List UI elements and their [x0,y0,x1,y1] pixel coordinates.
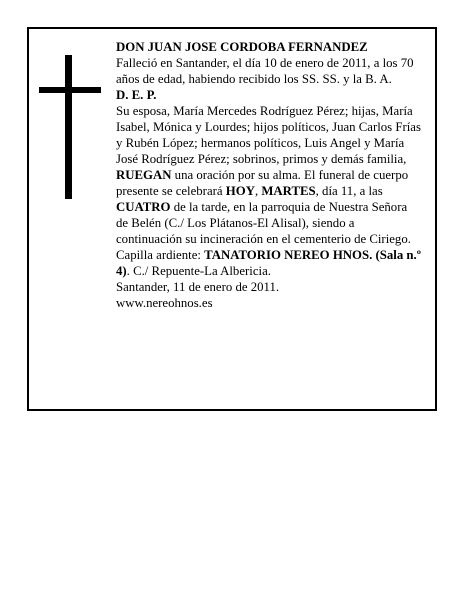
deceased-name: DON JUAN JOSE CORDOBA FERNANDEZ [116,40,368,54]
family-list: Su esposa, María Mercedes Rodríguez Pérez; hijas, María Isabel, Mónica y Lourdes; hijos políticos, Juan Carlos Frías y Rubén López; hermanos políticos, Luis Angel y María José Rodríguez Pérez; sobrinos, primos y demás familia, [116,104,421,166]
notice-text-block [116,39,422,311]
request-text-3: , día 11, a las [315,184,383,198]
martes-word: MARTES [261,184,316,198]
ruegan-word: RUEGAN [116,168,172,182]
cross-horizontal-bar [39,87,101,93]
cross-icon [39,55,101,199]
cross-vertical-bar [65,55,72,199]
hoy-word: HOY [225,184,255,198]
dep-abbreviation: D. E. P. [116,88,157,102]
obituary-notice [27,27,437,411]
request-text-2: , [254,184,262,198]
death-info: Falleció en Santander, el día 10 de enero de 2011, a los 70 años de edad, habiendo recibido los SS. SS. y la B. A. [116,56,414,86]
website-text: www.nereohnos.es [116,296,213,310]
tanatorio-name: TANATORIO NEREO HNOS. (Sala n.º 4) [116,248,421,278]
place-date: Santander, 11 de enero de 2011. [116,280,280,294]
cuatro-word: CUATRO [116,200,171,214]
request-text-5: . C./ Repuente-La Albericia. [126,264,271,278]
funeral-request [116,167,422,279]
request-text-4: de la tarde, en la parroquia de Nuestra Señora de Belén (C./ Los Plátanos-El Alisal), siendo a continuación su incineración en el cementerio de Ciriego. Capilla ardiente: [116,200,411,262]
request-text-1: una oración por su alma. El funeral de cuerpo presente se celebrará [116,168,409,198]
